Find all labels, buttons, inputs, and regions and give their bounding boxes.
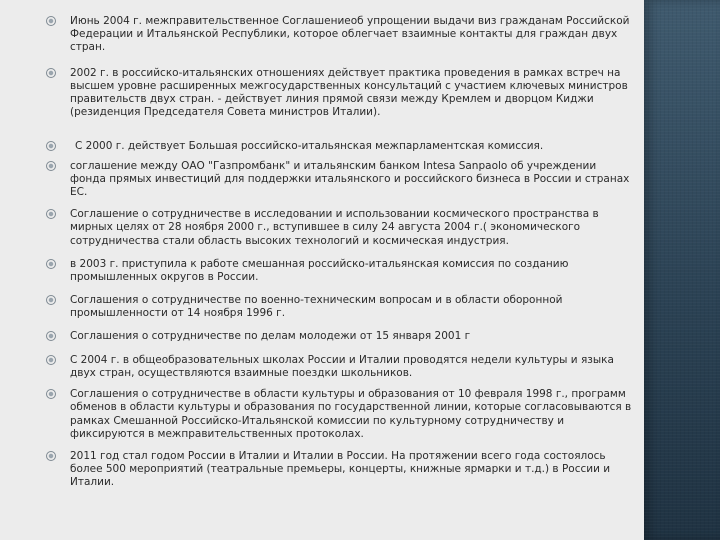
bullet-icon [46,331,56,341]
bullet-icon [46,68,56,78]
bullet-icon [46,209,56,219]
list-item-text: Соглашение о сотрудничестве в исследовании и использовании космического пространства в мирных целях от 28 ноября 2000 г., вступившее в силу 24 августа 2004 г.( экономического сотрудничества стали область высоких технологий и космическая индустрия. [70,208,599,247]
list-item [46,330,632,343]
decorative-side-panel [644,0,720,540]
list-item [46,67,632,120]
list-item [46,450,632,490]
bullet-icon [46,389,56,399]
bullet-icon [46,259,56,269]
list-item-text: С 2004 г. в общеобразовательных школах России и Италии проводятся недели культуры и языка двух стран, осуществляются взаимные поездки школьников. [70,353,614,380]
list-item-text: Соглашения о сотрудничестве по военно-техническим вопросам и в области оборонной промышленности от 14 ноября 1996 г. [70,294,563,320]
list-item-text: С 2000 г. действует Большая российско-итальянская межпарламентская комиссия. [75,140,544,153]
list-item [46,294,632,320]
list-item-text: соглашение между ОАО "Газпромбанк" и итальянским банком Intesa Sanpaolo об учреждении фонда прямых инвестиций для поддержки итальянского и российского бизнеса в России и странах ЕС. [70,159,630,199]
bullet-icon [46,161,56,171]
bullet-icon [46,355,56,365]
list-item [46,15,632,55]
bullet-list [46,15,632,490]
list-item [46,140,632,153]
list-item-text: в 2003 г. приступила к работе смешанная российско-итальянская комиссия по созданию промышленных округов в России. [70,257,569,284]
list-item-text: 2002 г. в российско-итальянских отношениях действует практика проведения в рамках встреч на высшем уровне расширенных межгосударственных консультаций с участием ключевых министров правительств двух стран. - действует линия прямой связи между Кремлем и дворцом Киджи (резиденция Председателя Совета министров Италии). [70,66,628,119]
list-item-text: Июнь 2004 г. межправительственное Соглашениеоб упрощении выдачи виз гражданам Российской Федерации и Итальянской Республики, которое облегчает взаимные контакты для граждан двух стран. [70,15,630,54]
bullet-icon [46,295,56,305]
list-item-text: Соглашения о сотрудничестве в области культуры и образования от 10 февраля 1998 г., программ обменов в области культуры и образования по государственной линии, которые согласовываются в рамках Смешанной Российско-Итальянской комиссии по культурному сотрудничеству и фиксируются в межправительственных протоколах. [70,388,632,440]
list-item [46,354,632,380]
list-item-text: Соглашения о сотрудничестве по делам молодежи от 15 января 2001 г [70,329,471,342]
list-item [46,160,632,200]
bullet-icon [46,141,56,151]
list-item [46,388,632,441]
list-item [46,208,632,248]
list-item-text: 2011 год стал годом России в Италии и Италии в России. На протяжении всего года состоялось более 500 мероприятий (театральные премьеры, концерты, книжные ярмарки и т.д.) в России и Италии. [70,450,611,489]
bullet-icon [46,16,56,26]
list-item [46,258,632,284]
bullet-icon [46,451,56,461]
